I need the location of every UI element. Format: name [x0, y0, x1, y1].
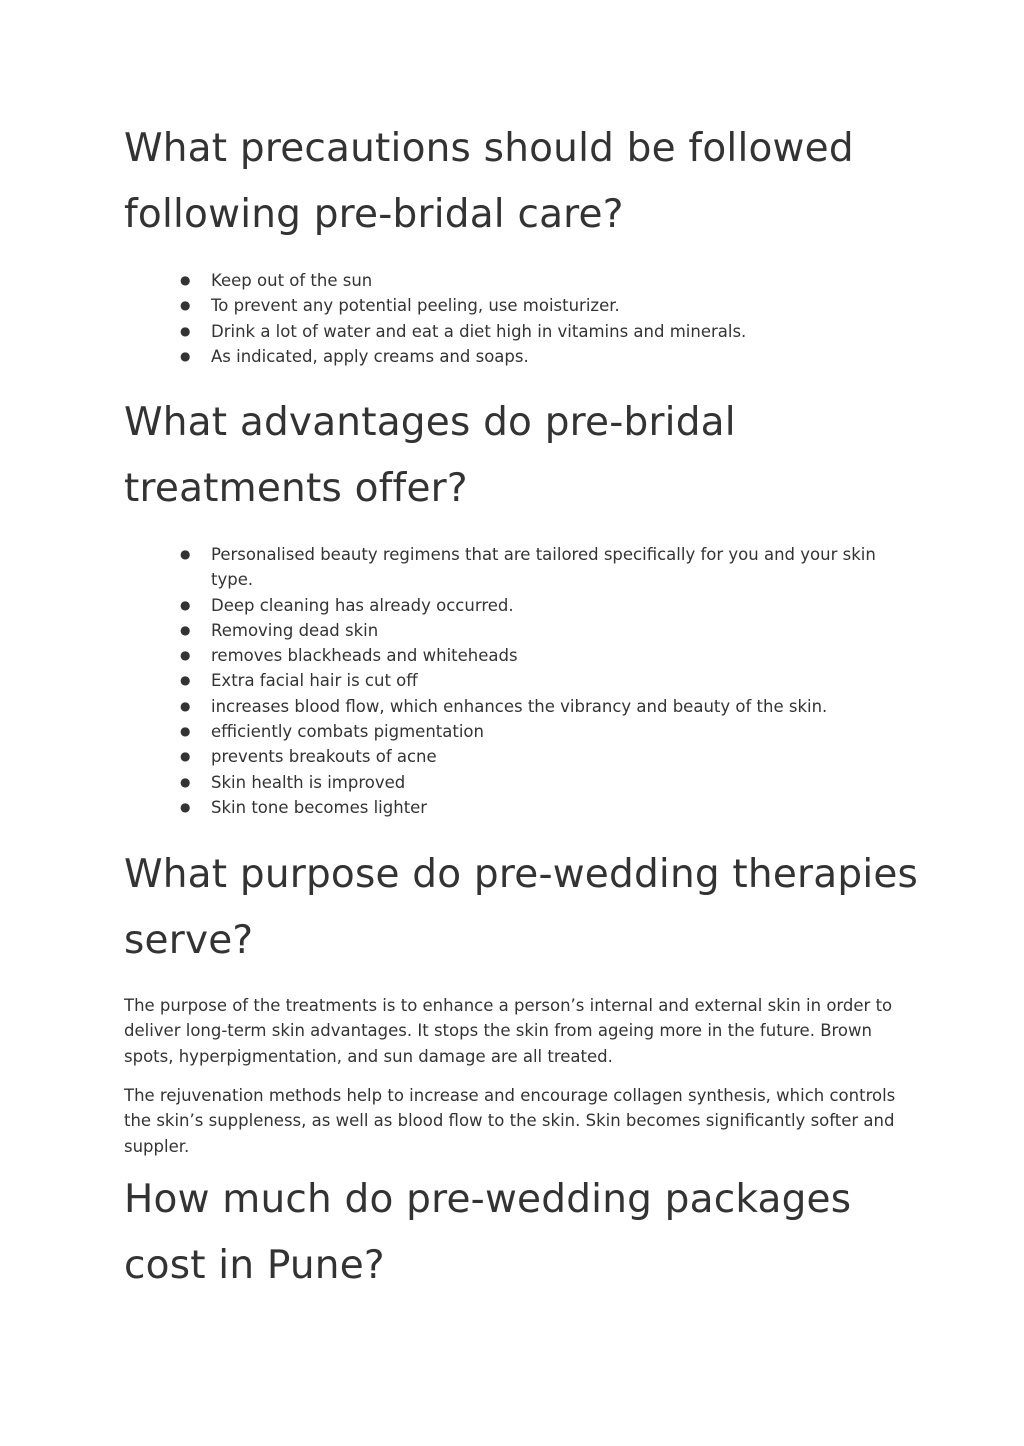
list-item	[178, 668, 898, 693]
list-item-text: Skin tone becomes lighter	[211, 797, 428, 817]
list-item-text: Keep out of the sun	[211, 271, 373, 290]
list-item-text: increases blood flow, which enhances the vibrancy and beauty of the skin.	[211, 696, 828, 716]
section-heading-advantages: What advantages do pre-bridal treatments offer?	[124, 400, 736, 511]
list-item	[178, 319, 898, 344]
bullet-icon: ●	[180, 622, 191, 637]
list-item-text: Deep cleaning has already occurred.	[211, 595, 514, 615]
list-item	[178, 770, 898, 795]
bullet-icon: ●	[180, 547, 191, 561]
list-item-text: removes blackheads and whiteheads	[211, 646, 518, 666]
list-item-text: To prevent any potential peeling, use moisturizer.	[211, 296, 620, 316]
list-item	[178, 344, 898, 369]
list-item	[178, 618, 898, 643]
list-item-text: prevents breakouts of acne	[211, 747, 437, 767]
list-item	[178, 694, 898, 719]
bullet-icon: ●	[180, 648, 191, 663]
bullet-icon: ●	[180, 348, 191, 363]
bullet-icon: ●	[180, 724, 191, 739]
list-item	[178, 719, 898, 744]
list-item	[178, 643, 898, 668]
list-item	[178, 268, 898, 293]
bullet-icon: ●	[180, 774, 191, 789]
bullet-icon: ●	[180, 749, 191, 764]
body-paragraph: The purpose of the treatments is to enhance a person’s internal and external skin in order to deliver long-term skin advantages. It stops the skin from ageing more in the future. Brown spots, hyperpigmentation, and sun damage are all treated.	[124, 996, 893, 1066]
list-item-text: efficiently combats pigmentation	[211, 722, 484, 742]
list-item-text: Drink a lot of water and eat a diet high in vitamins and minerals.	[211, 321, 747, 341]
list-item-text: Skin health is improved	[211, 772, 406, 792]
bullet-icon: ●	[180, 298, 191, 313]
list-item-text: Removing dead skin	[211, 620, 379, 640]
list-item	[178, 593, 898, 618]
list-item-text: As indicated, apply creams and soaps.	[211, 346, 529, 366]
bullet-icon: ●	[180, 273, 191, 287]
bullet-icon: ●	[180, 673, 191, 688]
advantages-list	[178, 542, 898, 820]
bullet-icon: ●	[180, 597, 191, 612]
body-paragraph: The rejuvenation methods help to increase and encourage collagen synthesis, which controls the skin’s suppleness, as well as blood flow to the skin. Skin becomes significantly softer and suppler.	[124, 1086, 896, 1156]
section-heading-purpose: What purpose do pre-wedding therapies serve?	[124, 852, 919, 963]
section-heading-cost: How much do pre-wedding packages cost in Pune?	[124, 1177, 852, 1288]
list-item	[178, 542, 898, 593]
list-item	[178, 795, 898, 820]
list-item-text: Extra facial hair is cut off	[211, 671, 418, 691]
list-item	[178, 293, 898, 318]
bullet-icon: ●	[180, 799, 191, 814]
list-item	[178, 744, 898, 769]
bullet-icon: ●	[180, 698, 191, 713]
section-heading-precautions: What precautions should be followed following pre-bridal care?	[124, 126, 854, 237]
bullet-icon: ●	[180, 323, 191, 338]
list-item-text: Personalised beauty regimens that are tailored specifically for you and your skin type.	[211, 545, 876, 590]
precautions-list	[178, 268, 898, 369]
